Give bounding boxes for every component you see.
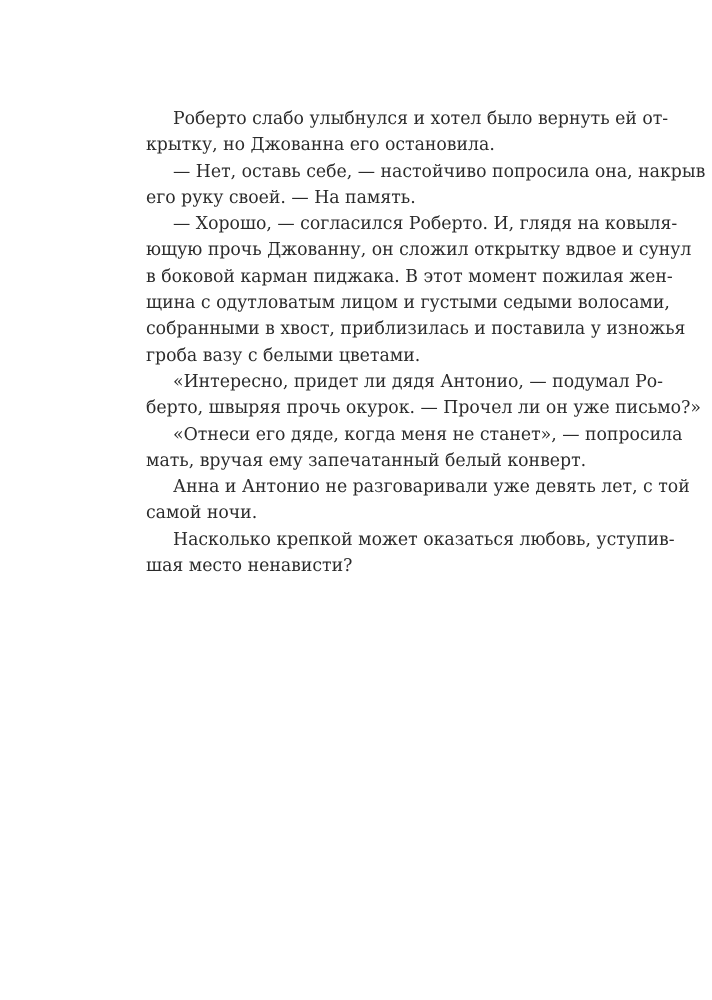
text-line: в боковой карман пиджака. В этот момент пожилая жен- (146, 266, 673, 287)
body-text (146, 106, 706, 579)
text-line: крытку, но Джованна его остановила. (146, 135, 495, 156)
text-line: ющую прочь Джованну, он сложил открытку вдвое и сунул (146, 240, 692, 261)
text-line: собранными в хвост, приблизилась и поставила у изножья (146, 319, 686, 340)
text-line: — Нет, оставь себе, — настойчиво попросила она, накрыв (173, 161, 706, 182)
text-line: «Интересно, придет ли дядя Антонио, — подумал Ро- (173, 371, 664, 392)
text-line: — Хорошо, — согласился Роберто. И, глядя на ковыля- (173, 214, 678, 235)
text-line: шая место ненависти? (146, 556, 353, 577)
text-line: его руку своей. — На память. (146, 187, 416, 208)
text-line: гроба вазу с белыми цветами. (146, 345, 421, 366)
text-line: мать, вручая ему запечатанный белый конверт. (146, 450, 587, 471)
text-line: Анна и Антонио не разговаривали уже девять лет, с той (173, 477, 690, 498)
text-line: Роберто слабо улыбнулся и хотел было вернуть ей от- (173, 109, 669, 129)
text-line: самой ночи. (146, 503, 258, 524)
text-line: щина с одутловатым лицом и густыми седыми волосами, (146, 293, 670, 314)
text-line: берто, швыряя прочь окурок. — Прочел ли он уже письмо?» (146, 398, 701, 419)
text-line: Насколько крепкой может оказаться любовь, уступив- (173, 529, 675, 550)
text-line: «Отнеси его дяде, когда меня не станет», — попросила (173, 424, 683, 445)
